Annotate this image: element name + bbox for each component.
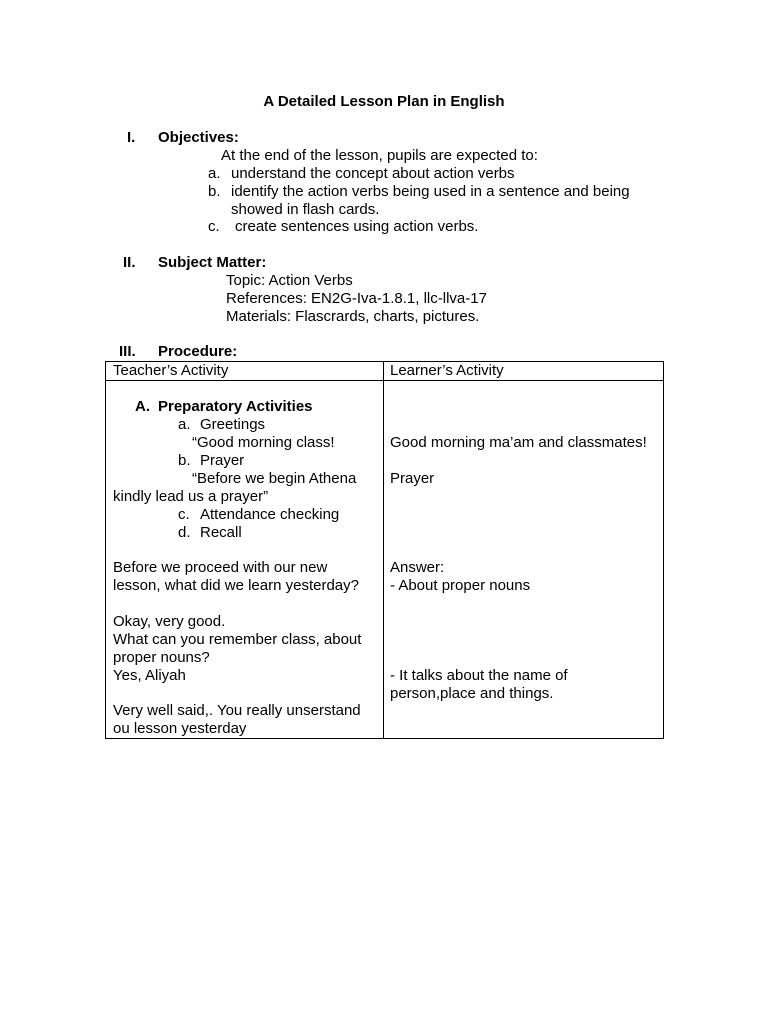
greetings-quote: “Good morning class! [192,434,335,451]
step-attendance: Attendance checking [200,506,340,523]
learner-answer: - It talks about the name of [390,667,568,684]
step-marker: c. [178,506,190,523]
objectives-heading: Objectives: [158,129,239,146]
subject-matter-number: II. [123,254,136,271]
step-recall: Recall [200,524,242,541]
step-marker: b. [178,452,191,469]
teacher-question: proper nouns? [113,649,210,666]
teacher-praise: Very well said,. You really unserstand [113,702,361,719]
learner-prayer: Prayer [390,470,435,487]
objectives-number: I. [127,129,136,146]
learner-answer: - About proper nouns [390,577,531,594]
objective-item-continuation: showed in flash cards. [231,201,380,218]
teacher-feedback: Okay, very good. [113,613,226,630]
step-prayer: Prayer [200,452,245,469]
objective-marker: b. [208,183,221,200]
document-title: A Detailed Lesson Plan in English [263,93,505,110]
procedure-heading: Procedure: [158,343,238,360]
teacher-activity-cell [106,381,384,739]
subject-references: References: EN2G-Iva-1.8.1, llc-llva-17 [226,290,487,307]
step-marker: a. [178,416,191,433]
teacher-question: Before we proceed with our new [113,559,328,576]
objective-item: create sentences using action verbs. [235,218,479,235]
learner-header-label: Learner’s Activity [390,362,504,379]
section-marker: A. [135,398,150,415]
section-title: Preparatory Activities [158,398,313,415]
teacher-question: What can you remember class, about [113,631,362,648]
objective-marker: c. [208,218,220,235]
objective-item: identify the action verbs being used in a sentence and being [231,183,630,200]
learner-greeting: Good morning ma’am and classmates! [390,434,647,451]
objective-marker: a. [208,165,221,182]
procedure-number: III. [119,343,136,360]
prayer-quote-continuation: kindly lead us a prayer” [113,488,269,505]
learner-answer: person,place and things. [390,685,554,702]
objectives-intro: At the end of the lesson, pupils are expected to: [221,147,538,164]
teacher-call: Yes, Aliyah [113,667,186,684]
teacher-question: lesson, what did we learn yesterday? [113,577,359,594]
teacher-praise: ou lesson yesterday [113,720,247,737]
subject-matter-heading: Subject Matter: [158,254,267,271]
subject-materials: Materials: Flascrards, charts, pictures. [226,308,480,325]
objective-item: understand the concept about action verbs [231,165,515,182]
teacher-column-header [106,362,384,381]
teacher-header-label: Teacher’s Activity [113,362,229,379]
learner-activity-cell [384,381,664,739]
procedure-table [105,361,664,739]
step-greetings: Greetings [200,416,266,433]
learner-answer-label: Answer: [390,559,445,576]
subject-topic: Topic: Action Verbs [226,272,353,289]
step-marker: d. [178,524,191,541]
learner-column-header [384,362,664,381]
prayer-quote: “Before we begin Athena [192,470,357,487]
